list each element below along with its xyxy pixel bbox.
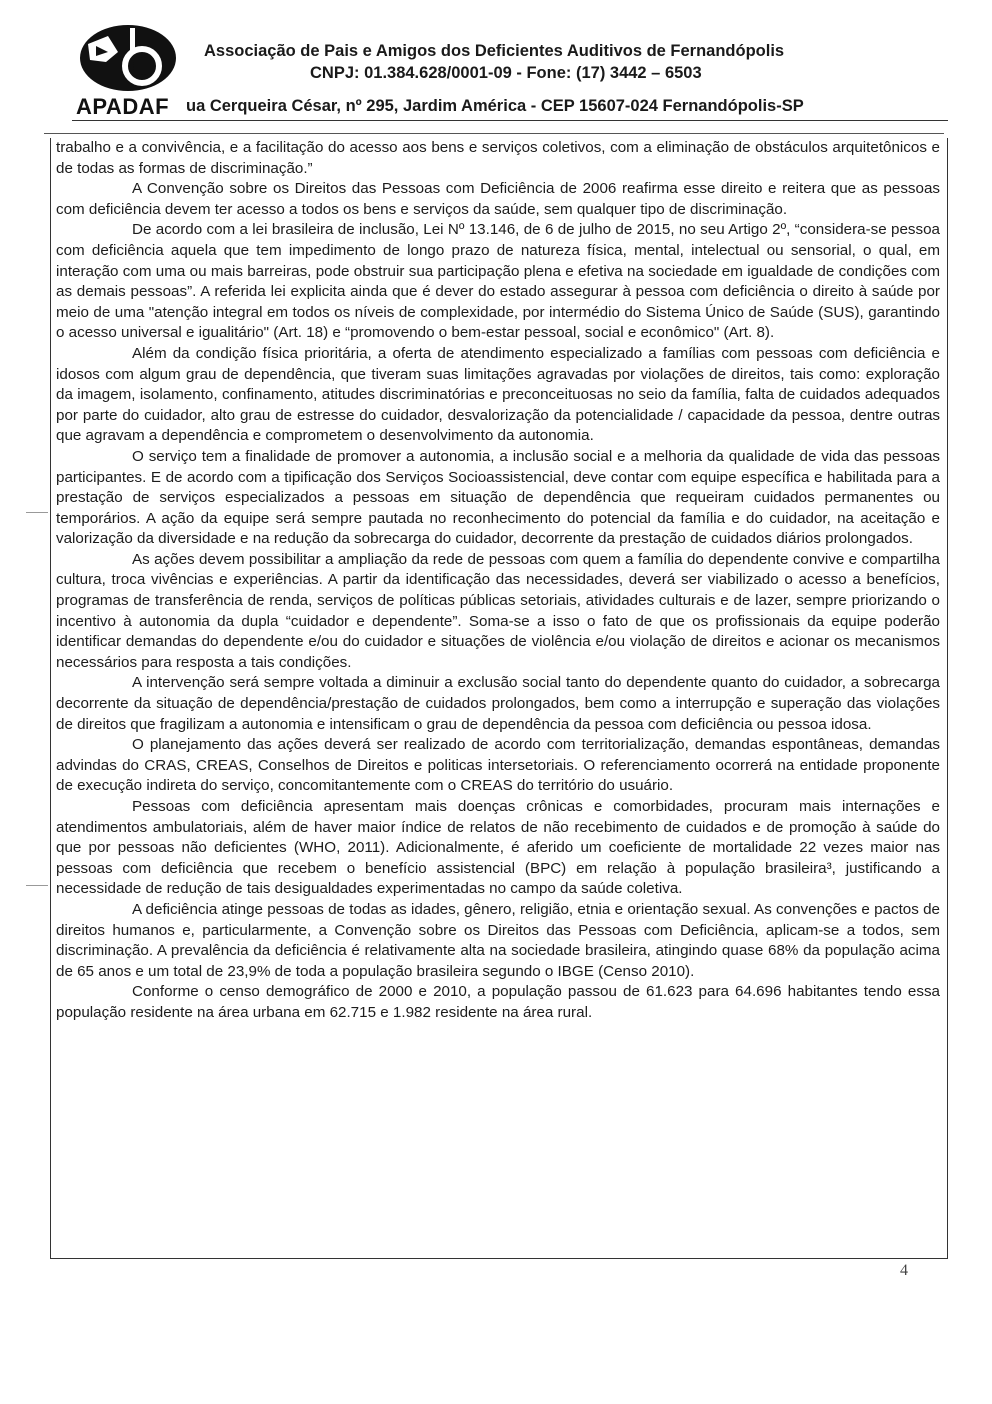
paragraph: A intervenção será sempre voltada a diminuir a exclusão social tanto do dependente quanto do cuidador, a sobrecarga decorrente da situação de dependência/prestação de cuidados prolongados, bem como a interrupção e superação das violações de direitos que fragilizam a autonomia e intensificam o grau de dependência da pessoa com deficiência ou pessoa idosa. [56, 674, 940, 733]
paragraph: Conforme o censo demográfico de 2000 e 2010, a população passou de 61.623 para 64.696 habitantes tendo essa população residente na área urbana em 62.715 e 1.982 residente na área rural. [56, 983, 940, 1021]
logo-wordmark: APADAF [76, 94, 170, 119]
paragraph: As ações devem possibilitar a ampliação da rede de pessoas com quem a família do dependente convive e compartilha cultura, troca vivências e experiências. A partir da identificação das necessidades, deverá ser viabilizado o acesso a benefícios, programas de transferência de renda, serviços de políticas públicas setoriais, atividades culturais e de lazer, sempre priorizando o incentivo à autonomia da dupla “cuidador e dependente”. Soma-se a isso o fato de que os profissionais da equipe poderão identificar demandas do dependente e/ou do cuidador e situações de violência e/ou violação de direitos e acionar os mecanismos necessários para resposta a tais condições. [56, 550, 940, 671]
paragraph: De acordo com a lei brasileira de inclusão, Lei Nº 13.146, de 6 de julho de 2015, no seu Artigo 2º, “considera-se pessoa com deficiência aquela que tem impedimento de longo prazo de natureza física, mental, intelectual ou sensorial, o qual, em interação com uma ou mais barreiras, pode obstruir sua participação plena e efetiva na sociedade em igualdade de condições com as demais pessoas”. A referida lei explicita ainda que é dever do estado assegurar à pessoa com deficiência o direito à saúde por meio de uma "atenção integral em todos os níveis de complexidade, por intermédio do Sistema Único de Saúde (SUS), garantindo o acesso universal e igualitário" (Art. 18) e “promovendo o bem-estar pessoal, social e econômico" (Art. 8). [56, 221, 940, 342]
organization-cnpj-phone: CNPJ: 01.384.628/0001-09 - Fone: (17) 3442 – 6503 [310, 64, 702, 82]
paragraph: A Convenção sobre os Direitos das Pessoas com Deficiência de 2006 reafirma esse direito e reitera que as pessoas com deficiência devem ter acesso a todos os bens e serviços da saúde, sem qualquer tipo de discriminação. [56, 180, 940, 218]
scan-margin-mark [26, 885, 48, 886]
organization-name: Associação de Pais e Amigos dos Deficientes Auditivos de Fernandópolis [204, 42, 785, 60]
scan-margin-mark [26, 512, 48, 513]
paragraph: Além da condição física prioritária, a oferta de atendimento especializado a famílias com pessoas com deficiência e idosos com algum grau de dependência, que tiveram suas limitações agravadas por violações de direitos, tais como: exploração da imagem, isolamento, confinamento, atitudes discriminatórias e preconceituosas no seio da família, falta de cuidados adequados por parte do cuidador, alto grau de estresse do cuidador, desvalorização da potencialidade / capacidade da pessoa, dentre outras que agravam a dependência e comprometem o desenvolvimento da autonomia. [56, 344, 940, 445]
paragraph: A deficiência atinge pessoas de todas as idades, gênero, religião, etnia e orientação sexual. As convenções e pactos de direitos humanos e, particularmente, a Convenção sobre os Direitos das Pessoas com Deficiência, aplicam-se a todos, sem discriminação. A prevalência da deficiência é relativamente alta na sociedade brasileira, atingindo quase 68% da população acima de 65 anos e um total de 23,9% de toda a população brasileira segundo o IBGE (Censo 2010). [56, 900, 940, 980]
organization-address: ua Cerqueira César, nº 295, Jardim América - CEP 15607-024 Fernandópolis-SP [186, 97, 804, 115]
paragraph: Pessoas com deficiência apresentam mais doenças crônicas e comorbidades, procuram mais internações e atendimentos ambulatoriais, além de haver maior índice de relatos de não recebimento de cuidados e de promoção à saúde do que por pessoas não deficientes (WHO, 2011). Adicionalmente, é aferido um coeficiente de mortalidade 22 vezes maior nas pessoas com deficiência que recebem o benefício assistencial (BPC) em relação à população brasileira³, justificando a necessidade de redução de tais desigualdades experimentadas no campo da saúde coletiva. [56, 798, 940, 898]
text-frame-top-border [44, 133, 944, 134]
paragraph: O serviço tem a finalidade de promover a autonomia, a inclusão social e a melhoria da qualidade de vida das pessoas participantes. E de acordo com a tipificação dos Serviços Socioassistencial, deve contar com equipe específica e habilitada para a prestação de serviços especializados a pessoas em situação de dependência que requeiram cuidados permanentes ou temporários. A ação da equipe será sempre pautada no reconhecimento do potencial da família e do cuidador, na aceitação e valorização da diversidade e na redução da sobrecarga do cuidador, decorrente da prestação de cuidados diários prolongados. [56, 447, 940, 548]
paragraph: O planejamento das ações deverá ser realizado de acordo com territorialização, demandas espontâneas, demandas advindas do CRAS, CREAS, Conselhos de Direitos e politicas intersetoriais. O referenciamento ocorrerá na entidade proponente de execução indireta do serviço, concomitantemente com o CREAS do território do usuário. [56, 736, 940, 795]
apadaf-logo-icon [78, 22, 184, 92]
header-divider [72, 120, 948, 121]
page-number: 4 [900, 1262, 908, 1279]
paragraph: trabalho e a convivência, e a facilitação do acesso aos bens e serviços coletivos, com a eliminação de obstáculos arquitetônicos e de todas as formas de discriminação.” [56, 139, 940, 177]
body-text [56, 138, 940, 1024]
